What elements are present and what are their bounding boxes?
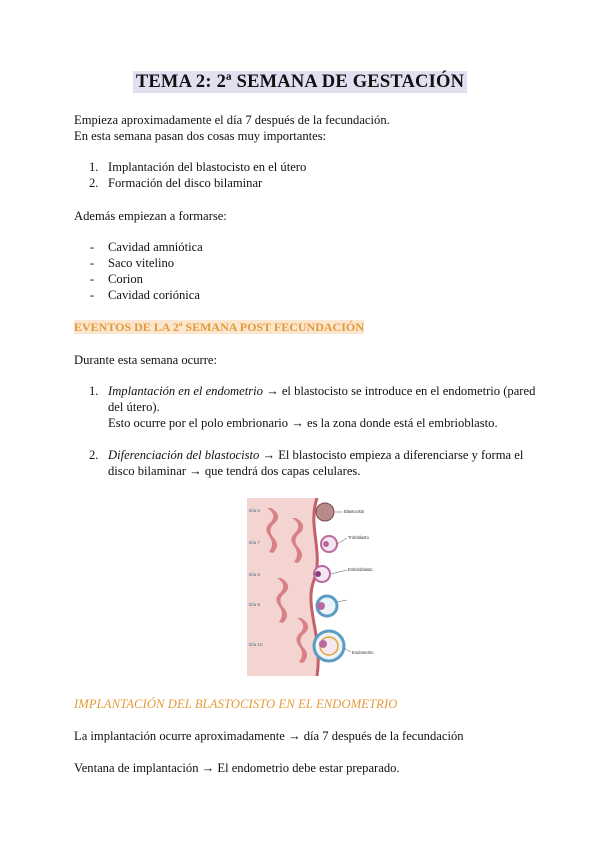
list-dash: -	[90, 272, 95, 286]
events-lead: Durante esta semana ocurre:	[74, 353, 218, 367]
page-title-wrap	[0, 72, 600, 93]
event-2-rest: → El blastocisto empieza a diferenciarse y forma el	[259, 448, 524, 462]
list-item: Implantación del blastocisto en el útero	[108, 160, 307, 174]
section-heading-events	[74, 320, 364, 335]
list-dash: -	[90, 256, 95, 270]
intro-line-2: En esta semana pasan dos cosas muy importantes:	[74, 129, 327, 143]
figure-label-trophoblast: Trofoblasto	[348, 535, 369, 540]
page-title: TEMA 2: 2ª SEMANA DE GESTACIÓN	[133, 71, 467, 93]
figure-label-day-9: Día 9	[249, 602, 260, 607]
list-number: 2.	[89, 448, 99, 462]
event-1-line-1	[108, 384, 535, 399]
also-intro: Además empiezan a formarse:	[74, 209, 227, 223]
figure-label-day-8: Día 8	[249, 572, 260, 577]
implantation-line-2: Ventana de implantación → El endometrio debe estar preparado.	[74, 761, 400, 775]
event-1-line-2: del útero).	[108, 400, 160, 414]
list-item: Formación del disco bilaminar	[108, 176, 263, 190]
list-item: Cavidad amniótica	[108, 240, 203, 254]
implantation-figure	[247, 498, 387, 676]
list-number: 1.	[89, 384, 99, 398]
figure-label-day-10: Día 10	[249, 642, 263, 647]
event-2-line-1	[108, 448, 523, 463]
section-heading-implantation: IMPLANTACIÓN DEL BLASTOCISTO EN EL ENDOMETRIO	[74, 697, 398, 711]
figure-label-day-6: Día 6	[249, 508, 260, 513]
event-2-label: Diferenciación del blastocisto	[108, 448, 260, 462]
list-item: Saco vitelino	[108, 256, 175, 270]
list-number: 2.	[89, 176, 99, 190]
figure-label-embryoblast: Embrioblasto	[348, 567, 373, 572]
list-dash: -	[90, 288, 95, 302]
intro-line-1: Empieza aproximadamente el día 7 después de la fecundación.	[74, 113, 390, 127]
implantation-line-1: La implantación ocurre aproximadamente → día 7 después de la fecundación	[74, 729, 464, 743]
list-item: Corion	[108, 272, 143, 286]
event-2-line-2: disco bilaminar → que tendrá dos capas celulares.	[108, 464, 361, 478]
list-dash: -	[90, 240, 95, 254]
figure-label-blastocyst: Blastocisto	[344, 509, 365, 514]
section-heading-events-text: EVENTOS DE LA 2ª SEMANA POST FECUNDACIÓN	[74, 320, 364, 334]
list-item: Cavidad coriónica	[108, 288, 200, 302]
endometrium-shape	[247, 498, 318, 676]
event-1-rest: → el blastocisto se introduce en el endometrio (pared	[262, 384, 536, 398]
figure-label-endometrium: Endometrio	[352, 650, 374, 655]
event-1-line-3: Esto ocurre por el polo embrionario → es la zona donde está el embrioblasto.	[108, 416, 498, 430]
event-1-label: Implantación en el endometrio	[108, 384, 263, 398]
figure-label-day-7: Día 7	[249, 540, 260, 545]
list-number: 1.	[89, 160, 99, 174]
